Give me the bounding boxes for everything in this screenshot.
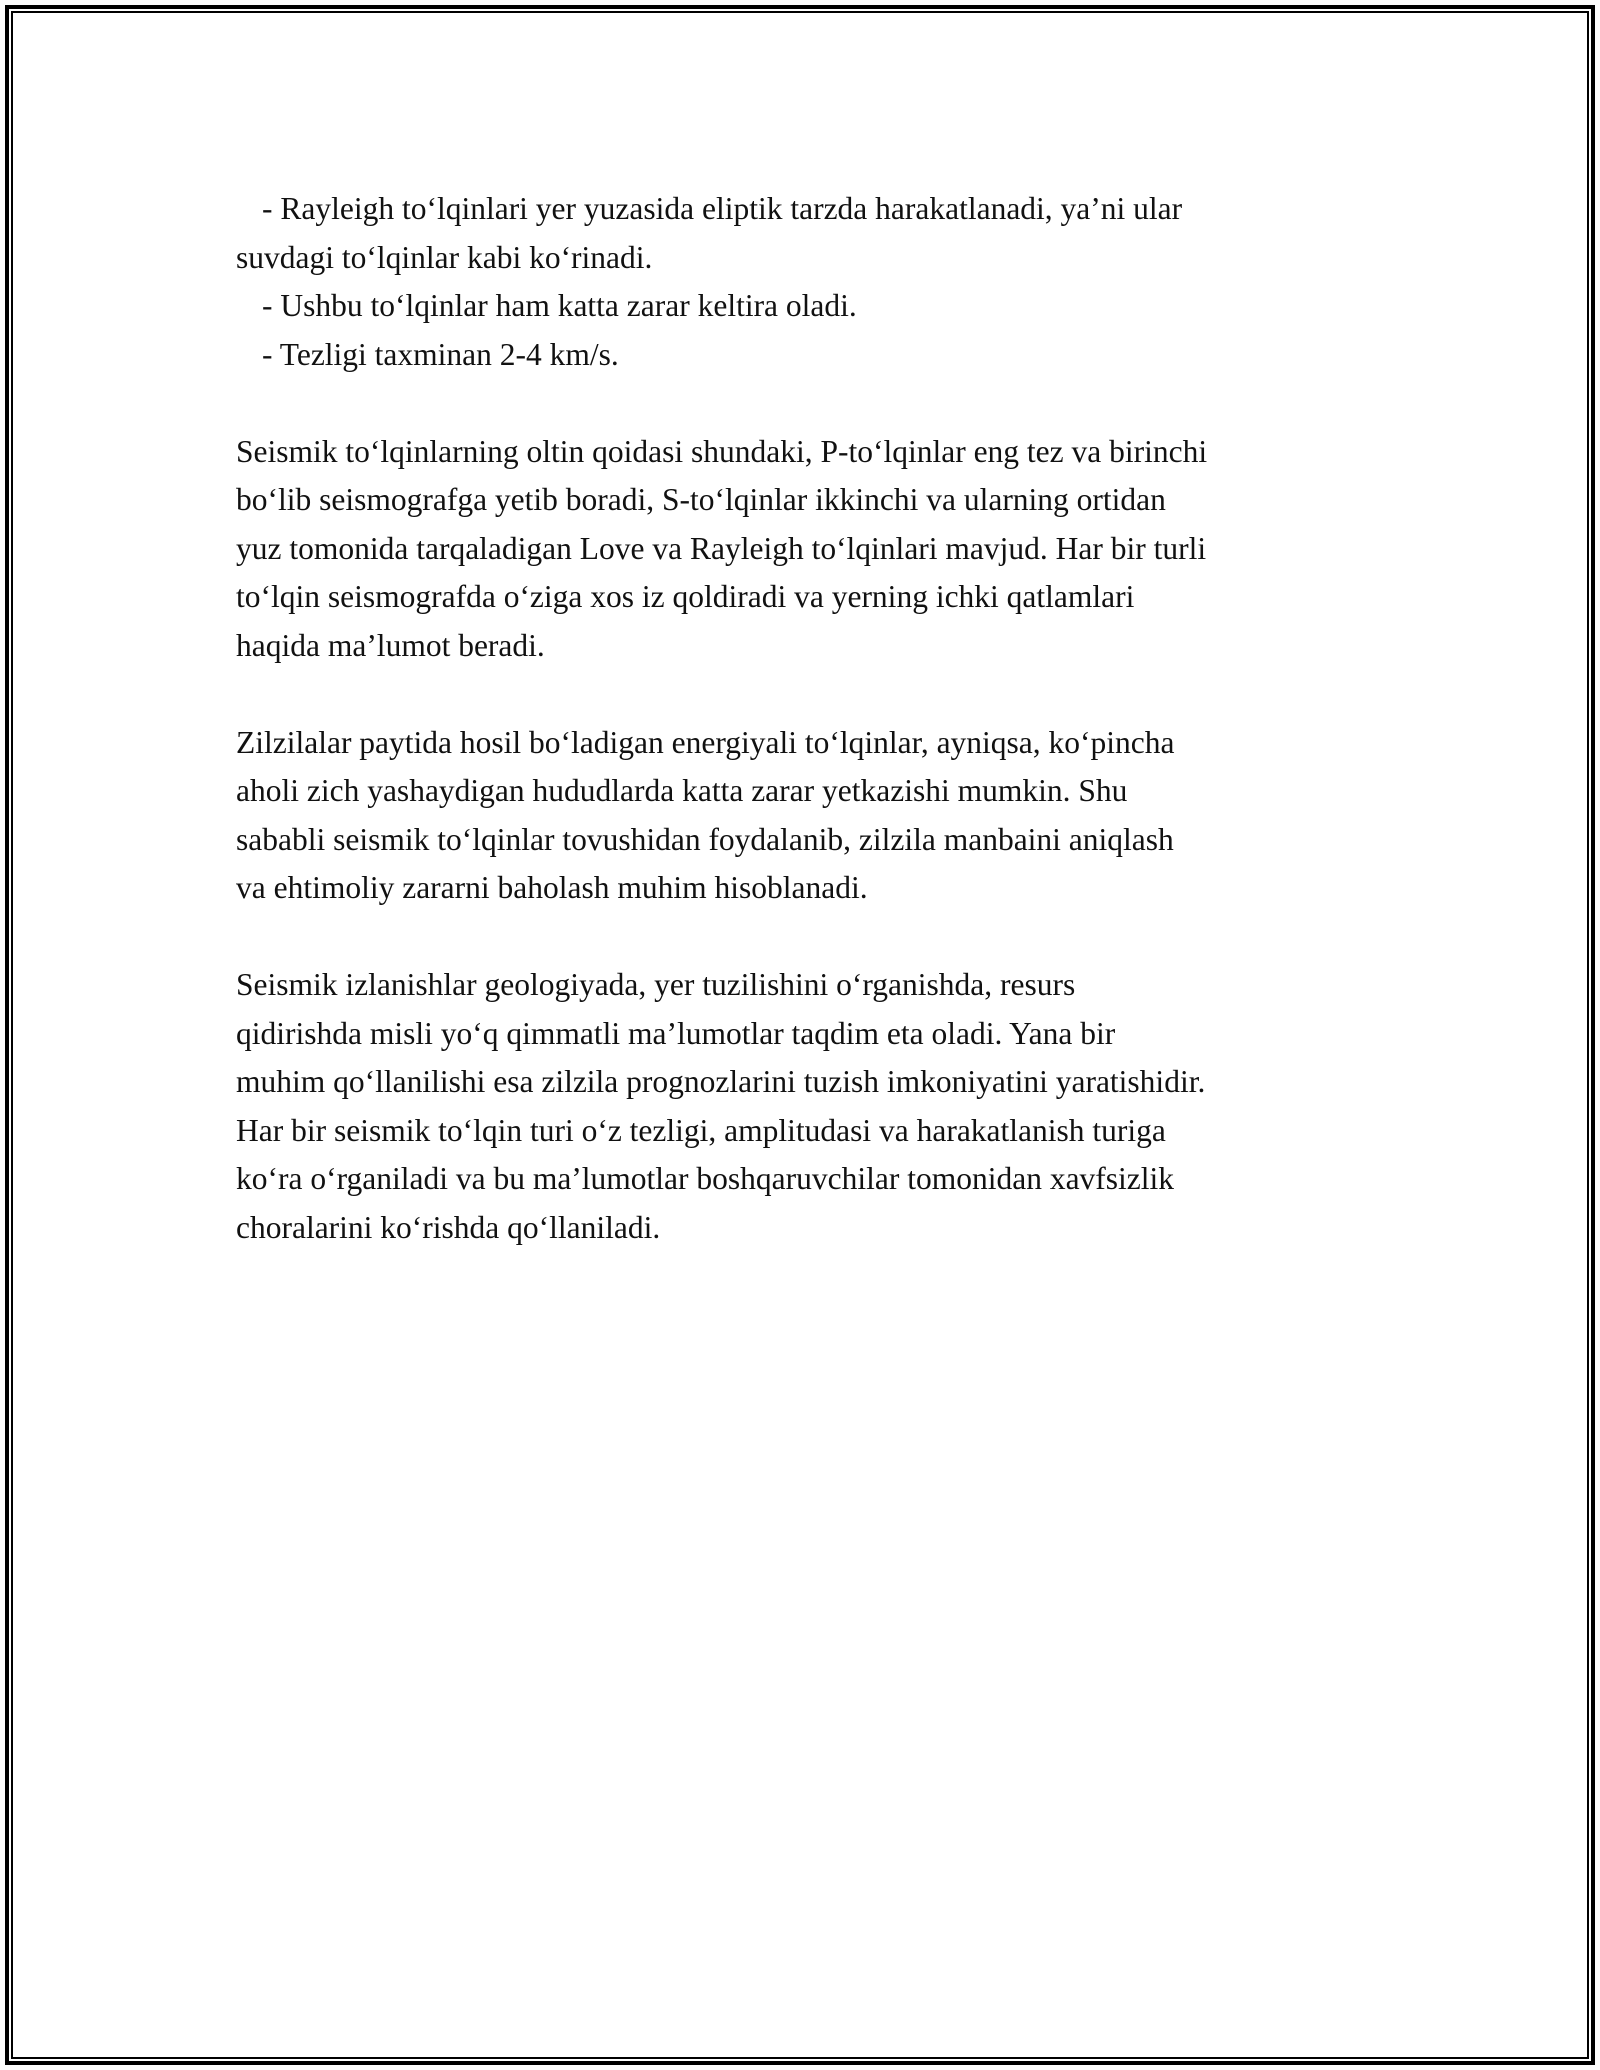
bullet-line: - Tezligi taxminan 2-4 km/s.: [262, 336, 619, 372]
paragraph-line: bo‘lib seismografga yetib boradi, S-to‘lqinlar ikkinchi va ularning ortidan: [236, 482, 1166, 517]
bullet-continuation-line: suvdagi to‘lqinlar kabi ko‘rinadi.: [236, 239, 653, 275]
rayleigh-bullets: [236, 185, 1386, 379]
paragraph-spacer: [236, 913, 1386, 962]
paragraph-seismic-research: [236, 961, 1386, 1252]
paragraph-line: sababli seismik to‘lqinlar tovushidan foydalanib, zilzila manbaini aniqlash: [236, 821, 1174, 857]
paragraph-line: yuz tomonida tarqaladigan Love va Rayleigh to‘lqinlari mavjud. Har bir turli: [236, 530, 1207, 566]
paragraph-line: Har bir seismik to‘lqin turi o‘z tezligi, amplitudasi va harakatlanish turiga: [236, 1112, 1166, 1148]
document-body: [236, 185, 1386, 1252]
paragraph-line: haqida ma’lumot beradi.: [236, 627, 545, 663]
paragraph-line: Seismik to‘lqinlarning oltin qoidasi shundaki, P-to‘lqinlar eng tez va birinchi: [236, 433, 1208, 469]
bullet-line: - Ushbu to‘lqinlar ham katta zarar keltira oladi.: [262, 288, 857, 323]
paragraph-spacer: [236, 670, 1386, 719]
paragraph-line: ko‘ra o‘rganiladi va bu ma’lumotlar boshqaruvchilar tomonidan xavfsizlik: [236, 1161, 1175, 1196]
bullet-line: - Rayleigh to‘lqinlari yer yuzasida eliptik tarzda harakatlanadi, ya’ni ular: [262, 191, 1183, 226]
paragraph-line: Seismik izlanishlar geologiyada, yer tuzilishini o‘rganishda, resurs: [236, 967, 1076, 1002]
paragraph-earthquake-damage: [236, 719, 1386, 913]
paragraph-seismic-rule: [236, 428, 1386, 671]
paragraph-line: va ehtimoliy zararni baholash muhim hisoblanadi.: [236, 870, 868, 905]
paragraph-line: muhim qo‘llanilishi esa zilzila prognozlarini tuzish imkoniyatini yaratishidir.: [236, 1064, 1206, 1099]
paragraph-line: choralarini ko‘rishda qo‘llaniladi.: [236, 1209, 661, 1245]
paragraph-line: Zilzilalar paytida hosil bo‘ladigan energiyali to‘lqinlar, ayniqsa, ko‘pincha: [236, 724, 1175, 760]
paragraph-line: aholi zich yashaydigan hududlarda katta zarar yetkazishi mumkin. Shu: [236, 773, 1128, 808]
paragraph-line: to‘lqin seismografda o‘ziga xos iz qoldiradi va yerning ichki qatlamlari: [236, 579, 1135, 614]
paragraph-line: qidirishda misli yo‘q qimmatli ma’lumotlar taqdim eta oladi. Yana bir: [236, 1015, 1116, 1051]
paragraph-spacer: [236, 379, 1386, 428]
